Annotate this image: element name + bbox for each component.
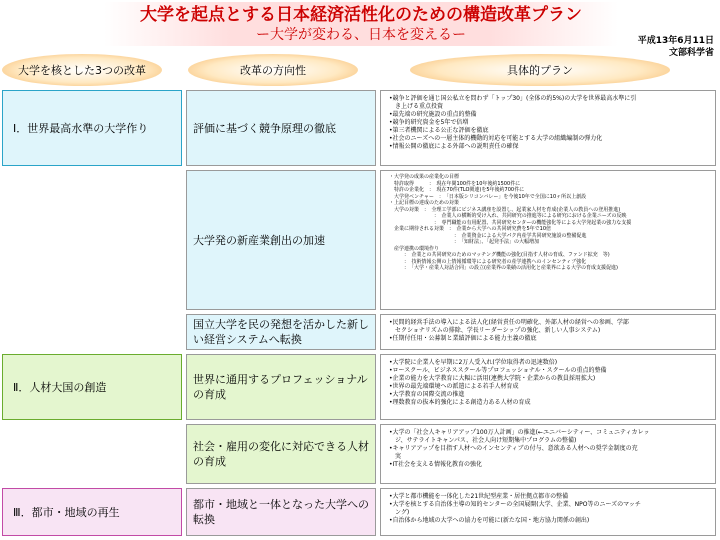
column-head-direction [188,54,358,86]
plan-1-line: •最先端の研究施設の重点的整備 [389,111,477,118]
column-head-plan-label: 具体的プラン [507,64,573,77]
direction-3 [186,314,376,350]
plan-5-line: •大学の「社会人キャリアアップ100万人計画」の推進(←ユニバーシティー、コミュニティカレッ [389,429,650,436]
plan-5 [380,424,716,484]
plan-6-line: •自治体から地域の大学への協力を可能に(新たな国・地方協力関係の創出) [389,517,590,524]
reform-2-label: Ⅱ．人材大国の創造 [13,381,107,394]
plan-4-line: •世界の最先端環境への派遣による若手人材育成 [389,383,519,390]
plan-2-line: ： 企業との共同研究のためのマッチング機能の強化(目指す人材の育成、ファンド拡充 等) [389,252,610,258]
direction-1 [186,90,376,166]
plan-6-line: •大学を核とする自治体主導の知的センターの全国展開(大学、企業、NPO等のニーズのマッチ [389,501,641,508]
plan-4-line: •大学教育の国際交流の推進 [389,391,465,398]
column-head-plan [410,54,670,86]
plan-2-line: 大学の対策 ： 全理工学部にビジネス講座を設置し、起業家人材を育成(企業人の教員への登用推進) [389,206,621,213]
plan-2-line: ： 企業人の横断的受け入れ、共同研究の推進等による研究における企業ニーズの反映 [389,213,627,219]
plan-2-line: ： 「大学・産業人対話合同」の設立(産業界の業績の活用化と産業界による大学の育成支援促進) [389,265,618,271]
reform-3 [2,488,182,536]
direction-4-label: 世界に通用するプロフェッショナルの育成 [193,373,368,401]
page-title: 大学を起点とする日本経済活性化のための構造改革プラン [140,5,582,25]
plan-2-line: ： 専門職能の有用配置、共同研究センターの機能強化等による大学発起業の強力な支援 [389,219,632,226]
plan-6-line: ング) [389,509,410,516]
issue-date: 平成13年6月11日 [637,36,714,46]
plan-6-line: •大学と都市機能を一体化した21世紀型産業・居住拠点都市の整備 [389,493,569,500]
plan-5-line: 実 [389,453,402,460]
direction-6 [186,488,376,536]
direction-2-label: 大学発の新産業創出の加速 [193,233,325,247]
column-head-reforms-label: 大学を核とした3つの改革 [18,64,146,77]
plan-2-line: ： 企業資金による大学パク内産学共同研究施設の整備促進 [389,232,587,239]
plan-1-line: •社会のニーズへの一層主体的機動的対応を可能とする大学の組織編制の弾力化 [389,135,603,142]
direction-6-label: 都市・地域と一体となった大学への転換 [193,498,369,526]
plan-2-line: 特許取得 ： 現在年間100件を10年後約1500件に [389,180,521,187]
reform-1-label: Ⅰ．世界最高水準の大学作り [13,122,149,135]
plan-4-line: •大学院に企業人を早期に2万人受入れ(学位取得者の迅速数倍) [389,359,558,366]
plan-5-line: •キャリアアップを目指す人材へのインセンティブの付与、意欲ある人材への奨学金制度の充 [389,445,638,452]
title-banner [104,2,618,46]
reform-2 [2,354,182,420]
plan-3-line: セクショナリズムの排除、学長リーダーシップの強化、新しい人事システム) [389,327,601,334]
direction-4 [186,354,376,420]
column-head-reforms [2,54,162,86]
direction-3-label: 国立大学を民の発想を活かした新しい経営システムへ転換 [193,318,369,346]
plan-2-line: ： 「知財法」、「起発手法」の大幅増加 [389,239,540,245]
direction-5-label: 社会・雇用の変化に対応できる人材の育成 [193,440,369,468]
direction-2 [186,170,376,310]
plan-3-line: •民間的経営手法の導入による法人化(経営責任の明確化、外部人材の経営への参画、学部 [389,319,629,326]
direction-1-label: 評価に基づく競争原理の徹底 [193,121,336,135]
reform-1 [2,90,182,166]
plan-2-line: ・大学発の成果の産業化の目標 [389,174,460,180]
plan-3 [380,314,716,350]
plan-3-line: •任期付任用・公募制と業績評価による能力主義の徹底 [389,335,537,342]
plan-2-line: 大学発ベンチャー ： 「日本版シリコンバレー」を今後10年で全国に10ヶ所以上創設 [389,193,587,200]
plan-1-line: •競争的研究資金を5年で倍増 [389,119,469,126]
plan-5-line: ジ、サテライトキャンパス、社会人向け短期集中プログラムの整備) [389,437,577,444]
plan-4-line: •理数教育の抜本的強化による創造力ある人材の育成 [389,399,531,406]
plan-2-line: 特許の企業化 ： 現在70件(TLO関連)を5年後約700件に [389,187,525,193]
plan-4-line: •ロースクール、ビジネススクール等プロフェッショナル・スクールの重点的整備 [389,367,607,374]
page-subtitle: ー大学が変わる、日本を変えるー [256,27,466,43]
plan-2 [380,170,716,310]
plan-2-line: ： 技術情報公開の上情報循環等による研究者の産学連携へのインセンティブ強化 [389,258,587,265]
plan-1-line: き上げる重点投資 [389,103,444,110]
plan-1-line: •情報公開の徹底による外部への説明責任の確保 [389,143,519,150]
issuer-block [638,35,714,59]
plan-2-line: 産学連携の環境作り [389,245,440,252]
plan-1 [380,90,716,166]
plan-4 [380,354,716,420]
plan-1-line: •競争と評価を通じ国公私立を問わず「トップ30」(全体の約5%)の大学を世界最高水準に引 [389,95,637,102]
plan-2-line: 企業に期待される対策 ： 企業から大学への共同研究費を5年で10倍 [389,226,552,232]
column-head-direction-label: 改革の方向性 [240,64,306,77]
plan-4-line: •企業の能力を大学教育に大幅に活用(連携大学院・企業からの教員採用拡大) [389,375,596,382]
issuer-org: 文部科学省 [668,48,714,58]
plan-1-line: •第三者機関による公正な評価を徹底 [389,127,489,134]
plan-6 [380,488,716,536]
direction-5 [186,424,376,484]
plan-5-line: •IT社会を支える情報化教育の強化 [389,461,482,468]
plan-2-line: ・上記目標の達成のための対策 [389,200,460,206]
reform-3-label: Ⅲ．都市・地域の再生 [13,506,120,519]
